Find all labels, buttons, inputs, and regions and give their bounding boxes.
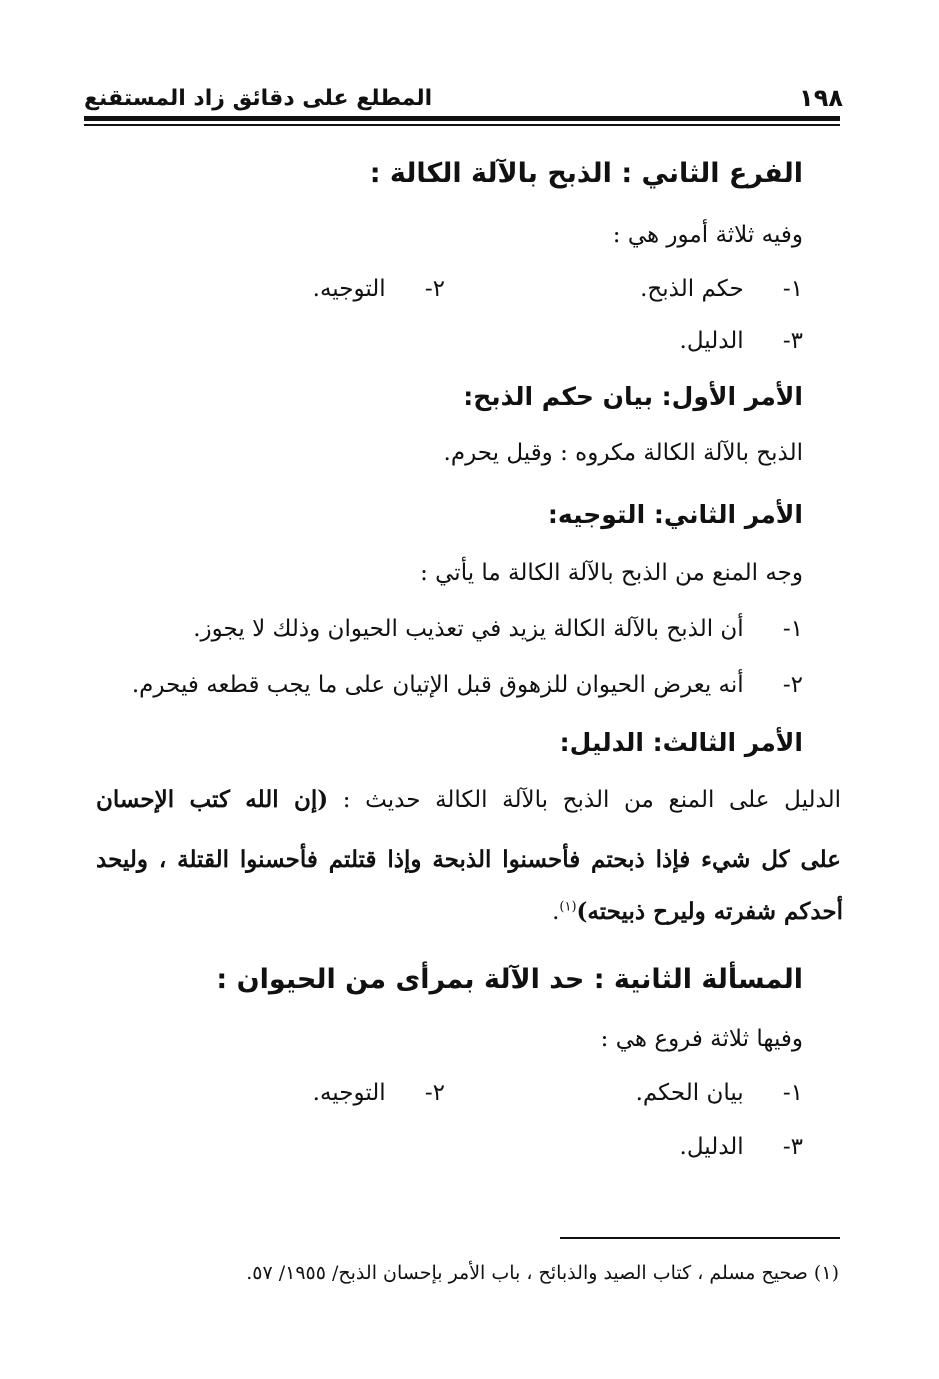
sentence-end: . [552,899,560,925]
reasoning-intro: وجه المنع من الذبح بالآلة الكالة ما يأتي : [420,560,803,586]
list-text: الدليل. [679,1134,744,1160]
list-number: ٢- [424,276,445,302]
list-text: بيان الحكم. [635,1080,744,1106]
footnote: (١) صحيح مسلم ، كتاب الصيد والذبائح ، باب الأمر بإحسان الذبح/ ١٩٥٥/ ٥٧. [246,1262,839,1284]
hadith-text-start: (إن الله كتب الإحسان [96,786,329,813]
evidence-line-3 [552,898,843,925]
list-text: التوجيه. [312,1080,386,1106]
header-rule-thick [84,116,840,121]
list-number: ١- [782,1080,803,1106]
matter-heading-ruling: الأمر الأول: بيان حكم الذبح: [463,382,803,411]
list-number: ٣- [782,328,803,354]
footnote-separator [560,1237,840,1239]
list-item [313,276,445,302]
list-item [636,1080,803,1106]
section-heading-question-two: المسألة الثانية : حد الآلة بمرأى من الحيوان : [216,964,803,995]
list-number: ٣- [782,1134,803,1160]
matter-heading-reasoning: الأمر الثاني: التوجيه: [547,500,803,529]
list-number: ٢- [424,1080,445,1106]
section-intro: وفيه ثلاثة أمور هي : [612,222,803,248]
list-text: أن الذبح بالآلة الكالة يزيد في تعذيب الحيوان وذلك لا يجوز. [193,616,744,642]
list-number: ١- [782,616,803,642]
list-item [680,1134,803,1160]
list-text: حكم الذبح. [640,276,744,302]
ruling-text: الذبح بالآلة الكالة مكروه : وقيل يحرم. [443,440,803,466]
header-rule-thin [84,124,840,126]
list-text: أنه يعرض الحيوان للزهوق قبل الإتيان على ما يجب قطعه فيحرم. [131,672,744,698]
list-number: ٢- [782,672,803,698]
list-text: الدليل. [679,328,744,354]
footnote-reference[interactable]: (١) [559,899,577,915]
list-item [640,276,803,302]
page-number: ١٩٨ [799,84,843,112]
section-intro: وفيها ثلاثة فروع هي : [600,1026,803,1052]
hadith-text-end: أحدكم شفرته وليرح ذبيحته) [576,898,843,925]
evidence-plain-text: الدليل على المنع من الذبح بالآلة الكالة حديث : [342,787,841,813]
list-item [193,616,803,642]
evidence-line-1 [96,786,841,813]
matter-heading-evidence: الأمر الثالث: الدليل: [559,728,803,757]
list-text: التوجيه. [312,276,386,302]
section-heading-branch-two: الفرع الثاني : الذبح بالآلة الكالة : [369,158,803,189]
list-item [313,1080,445,1106]
evidence-line-2: على كل شيء فإذا ذبحتم فأحسنوا الذبحة وإذا قتلتم فأحسنوا القتلة ، وليحد [96,846,841,873]
list-item [132,672,803,698]
list-number: ١- [782,276,803,302]
list-item [680,328,803,354]
running-title: المطلع على دقائق زاد المستقنع [84,86,433,111]
